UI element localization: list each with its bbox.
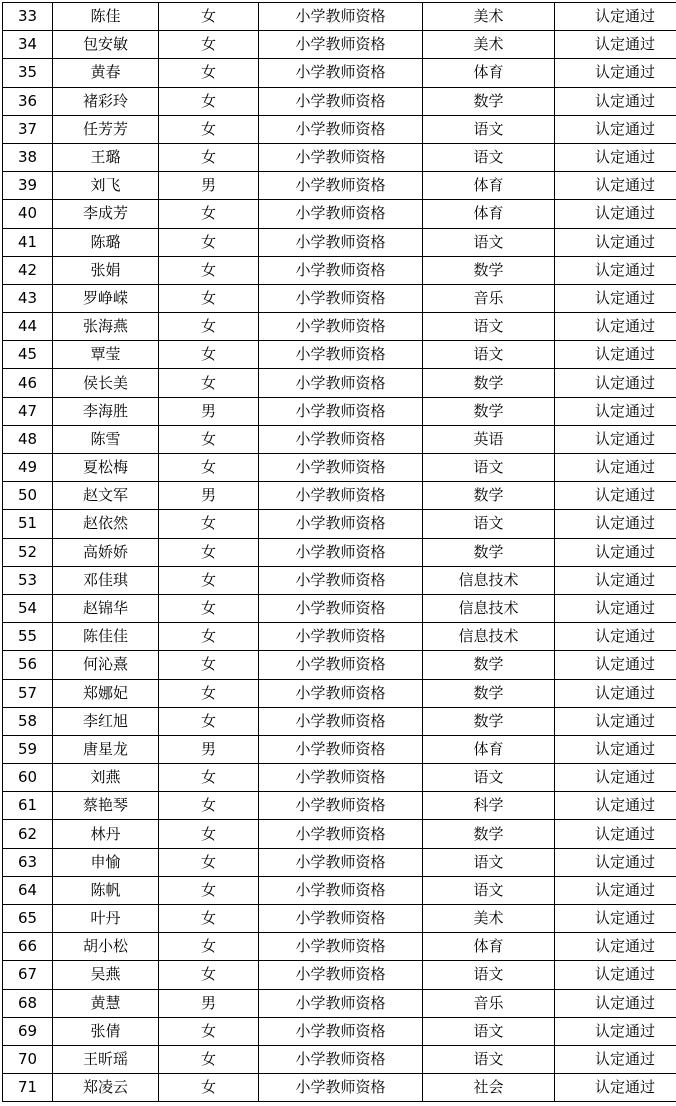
- row-number-cell: 55: [3, 623, 53, 651]
- gender-cell: 女: [159, 200, 259, 228]
- table-row: [3, 1017, 676, 1045]
- qualification-cell: 小学教师资格: [259, 341, 423, 369]
- gender-cell: 男: [159, 172, 259, 200]
- subject-cell: 语文: [423, 115, 555, 143]
- name-cell: 刘飞: [53, 172, 159, 200]
- gender-cell: 女: [159, 256, 259, 284]
- subject-cell: 数学: [423, 397, 555, 425]
- subject-cell: 体育: [423, 59, 555, 87]
- row-number-cell: 62: [3, 820, 53, 848]
- qualification-cell: 小学教师资格: [259, 679, 423, 707]
- qualification-cell: 小学教师资格: [259, 397, 423, 425]
- name-cell: 郑凌云: [53, 1074, 159, 1102]
- table-row: [3, 341, 676, 369]
- row-number-cell: 33: [3, 3, 53, 31]
- qualification-cell: 小学教师资格: [259, 707, 423, 735]
- name-cell: 陈佳: [53, 3, 159, 31]
- name-cell: 黄慧: [53, 989, 159, 1017]
- subject-cell: 美术: [423, 905, 555, 933]
- table-row: [3, 764, 676, 792]
- gender-cell: 女: [159, 764, 259, 792]
- name-cell: 陈帆: [53, 876, 159, 904]
- subject-cell: 数学: [423, 820, 555, 848]
- qualification-cell: 小学教师资格: [259, 651, 423, 679]
- table-row: [3, 228, 676, 256]
- qualification-cell: 小学教师资格: [259, 933, 423, 961]
- subject-cell: 语文: [423, 228, 555, 256]
- gender-cell: 女: [159, 115, 259, 143]
- result-cell: 认定通过: [555, 31, 676, 59]
- result-cell: 认定通过: [555, 1074, 676, 1102]
- result-cell: 认定通过: [555, 566, 676, 594]
- table-row: [3, 369, 676, 397]
- subject-cell: 信息技术: [423, 594, 555, 622]
- gender-cell: 女: [159, 369, 259, 397]
- table-row: [3, 989, 676, 1017]
- gender-cell: 女: [159, 1017, 259, 1045]
- row-number-cell: 51: [3, 510, 53, 538]
- qualification-cell: 小学教师资格: [259, 115, 423, 143]
- result-cell: 认定通过: [555, 961, 676, 989]
- name-cell: 唐星龙: [53, 735, 159, 763]
- name-cell: 王昕瑶: [53, 1045, 159, 1073]
- gender-cell: 女: [159, 228, 259, 256]
- result-cell: 认定通过: [555, 115, 676, 143]
- row-number-cell: 54: [3, 594, 53, 622]
- qualification-cell: 小学教师资格: [259, 59, 423, 87]
- result-cell: 认定通过: [555, 792, 676, 820]
- gender-cell: 女: [159, 961, 259, 989]
- subject-cell: 信息技术: [423, 623, 555, 651]
- gender-cell: 男: [159, 735, 259, 763]
- table-row: [3, 848, 676, 876]
- result-cell: 认定通过: [555, 848, 676, 876]
- name-cell: 何沁熹: [53, 651, 159, 679]
- table-row: [3, 256, 676, 284]
- row-number-cell: 43: [3, 284, 53, 312]
- row-number-cell: 36: [3, 87, 53, 115]
- qualification-cell: 小学教师资格: [259, 425, 423, 453]
- gender-cell: 女: [159, 313, 259, 341]
- name-cell: 张倩: [53, 1017, 159, 1045]
- subject-cell: 数学: [423, 679, 555, 707]
- result-cell: 认定通过: [555, 87, 676, 115]
- result-cell: 认定通过: [555, 172, 676, 200]
- table-row: [3, 566, 676, 594]
- subject-cell: 体育: [423, 172, 555, 200]
- subject-cell: 语文: [423, 848, 555, 876]
- qualification-cell: 小学教师资格: [259, 792, 423, 820]
- row-number-cell: 59: [3, 735, 53, 763]
- subject-cell: 音乐: [423, 989, 555, 1017]
- table-row: [3, 313, 676, 341]
- qualification-cell: 小学教师资格: [259, 510, 423, 538]
- table-row: [3, 876, 676, 904]
- row-number-cell: 50: [3, 482, 53, 510]
- name-cell: 林丹: [53, 820, 159, 848]
- subject-cell: 语文: [423, 510, 555, 538]
- gender-cell: 女: [159, 454, 259, 482]
- table-row: [3, 397, 676, 425]
- qualification-cell: 小学教师资格: [259, 876, 423, 904]
- result-cell: 认定通过: [555, 313, 676, 341]
- gender-cell: 女: [159, 425, 259, 453]
- qualification-cell: 小学教师资格: [259, 764, 423, 792]
- table-row: [3, 792, 676, 820]
- gender-cell: 女: [159, 594, 259, 622]
- qualification-cell: 小学教师资格: [259, 1074, 423, 1102]
- name-cell: 刘燕: [53, 764, 159, 792]
- result-cell: 认定通过: [555, 905, 676, 933]
- gender-cell: 女: [159, 679, 259, 707]
- name-cell: 吴燕: [53, 961, 159, 989]
- name-cell: 陈佳佳: [53, 623, 159, 651]
- gender-cell: 女: [159, 31, 259, 59]
- gender-cell: 女: [159, 651, 259, 679]
- name-cell: 任芳芳: [53, 115, 159, 143]
- name-cell: 张海燕: [53, 313, 159, 341]
- table-row: [3, 59, 676, 87]
- table-row: [3, 594, 676, 622]
- row-number-cell: 42: [3, 256, 53, 284]
- subject-cell: 语文: [423, 313, 555, 341]
- result-cell: 认定通过: [555, 397, 676, 425]
- gender-cell: 女: [159, 538, 259, 566]
- row-number-cell: 44: [3, 313, 53, 341]
- result-cell: 认定通过: [555, 341, 676, 369]
- name-cell: 胡小松: [53, 933, 159, 961]
- name-cell: 赵文军: [53, 482, 159, 510]
- subject-cell: 语文: [423, 143, 555, 171]
- qualification-cell: 小学教师资格: [259, 735, 423, 763]
- table-row: [3, 905, 676, 933]
- table-row: [3, 482, 676, 510]
- name-cell: 褚彩玲: [53, 87, 159, 115]
- subject-cell: 数学: [423, 482, 555, 510]
- qualification-cell: 小学教师资格: [259, 905, 423, 933]
- result-cell: 认定通过: [555, 1017, 676, 1045]
- name-cell: 侯长美: [53, 369, 159, 397]
- table-row: [3, 3, 676, 31]
- row-number-cell: 41: [3, 228, 53, 256]
- name-cell: 包安敏: [53, 31, 159, 59]
- result-cell: 认定通过: [555, 59, 676, 87]
- gender-cell: 男: [159, 397, 259, 425]
- row-number-cell: 38: [3, 143, 53, 171]
- qualification-cell: 小学教师资格: [259, 3, 423, 31]
- row-number-cell: 57: [3, 679, 53, 707]
- row-number-cell: 71: [3, 1074, 53, 1102]
- gender-cell: 女: [159, 59, 259, 87]
- qualification-cell: 小学教师资格: [259, 1045, 423, 1073]
- table-row: [3, 510, 676, 538]
- row-number-cell: 49: [3, 454, 53, 482]
- gender-cell: 女: [159, 933, 259, 961]
- row-number-cell: 61: [3, 792, 53, 820]
- subject-cell: 数学: [423, 707, 555, 735]
- subject-cell: 语文: [423, 1017, 555, 1045]
- qualification-cell: 小学教师资格: [259, 31, 423, 59]
- result-cell: 认定通过: [555, 228, 676, 256]
- result-cell: 认定通过: [555, 820, 676, 848]
- subject-cell: 语文: [423, 961, 555, 989]
- subject-cell: 数学: [423, 651, 555, 679]
- name-cell: 覃莹: [53, 341, 159, 369]
- result-cell: 认定通过: [555, 989, 676, 1017]
- name-cell: 陈雪: [53, 425, 159, 453]
- result-cell: 认定通过: [555, 3, 676, 31]
- row-number-cell: 70: [3, 1045, 53, 1073]
- name-cell: 陈璐: [53, 228, 159, 256]
- qualification-cell: 小学教师资格: [259, 284, 423, 312]
- table-row: [3, 651, 676, 679]
- table-row: [3, 143, 676, 171]
- row-number-cell: 39: [3, 172, 53, 200]
- qualification-cell: 小学教师资格: [259, 538, 423, 566]
- result-cell: 认定通过: [555, 143, 676, 171]
- gender-cell: 女: [159, 820, 259, 848]
- subject-cell: 美术: [423, 31, 555, 59]
- gender-cell: 女: [159, 905, 259, 933]
- qualification-cell: 小学教师资格: [259, 848, 423, 876]
- qualification-cell: 小学教师资格: [259, 369, 423, 397]
- row-number-cell: 46: [3, 369, 53, 397]
- subject-cell: 体育: [423, 200, 555, 228]
- name-cell: 李红旭: [53, 707, 159, 735]
- subject-cell: 数学: [423, 369, 555, 397]
- table-row: [3, 425, 676, 453]
- result-cell: 认定通过: [555, 764, 676, 792]
- table-row: [3, 172, 676, 200]
- result-cell: 认定通过: [555, 454, 676, 482]
- row-number-cell: 53: [3, 566, 53, 594]
- result-cell: 认定通过: [555, 538, 676, 566]
- name-cell: 张娟: [53, 256, 159, 284]
- row-number-cell: 48: [3, 425, 53, 453]
- qualification-cell: 小学教师资格: [259, 961, 423, 989]
- result-cell: 认定通过: [555, 876, 676, 904]
- name-cell: 郑娜妃: [53, 679, 159, 707]
- row-number-cell: 35: [3, 59, 53, 87]
- qualification-cell: 小学教师资格: [259, 566, 423, 594]
- subject-cell: 体育: [423, 735, 555, 763]
- result-cell: 认定通过: [555, 200, 676, 228]
- gender-cell: 女: [159, 1074, 259, 1102]
- row-number-cell: 45: [3, 341, 53, 369]
- result-cell: 认定通过: [555, 510, 676, 538]
- gender-cell: 女: [159, 341, 259, 369]
- name-cell: 赵锦华: [53, 594, 159, 622]
- qualification-cell: 小学教师资格: [259, 256, 423, 284]
- result-cell: 认定通过: [555, 284, 676, 312]
- row-number-cell: 63: [3, 848, 53, 876]
- row-number-cell: 67: [3, 961, 53, 989]
- qualification-cell: 小学教师资格: [259, 1017, 423, 1045]
- table-row: [3, 31, 676, 59]
- qualification-cell: 小学教师资格: [259, 172, 423, 200]
- row-number-cell: 68: [3, 989, 53, 1017]
- result-cell: 认定通过: [555, 933, 676, 961]
- row-number-cell: 66: [3, 933, 53, 961]
- table-row: [3, 735, 676, 763]
- table-row: [3, 538, 676, 566]
- name-cell: 王璐: [53, 143, 159, 171]
- subject-cell: 语文: [423, 341, 555, 369]
- name-cell: 夏松梅: [53, 454, 159, 482]
- gender-cell: 女: [159, 876, 259, 904]
- gender-cell: 女: [159, 3, 259, 31]
- result-cell: 认定通过: [555, 679, 676, 707]
- result-cell: 认定通过: [555, 482, 676, 510]
- result-cell: 认定通过: [555, 369, 676, 397]
- name-cell: 邓佳琪: [53, 566, 159, 594]
- qualification-cell: 小学教师资格: [259, 594, 423, 622]
- table-body: [3, 3, 676, 1102]
- result-cell: 认定通过: [555, 1045, 676, 1073]
- subject-cell: 语文: [423, 876, 555, 904]
- table-row: [3, 115, 676, 143]
- row-number-cell: 60: [3, 764, 53, 792]
- row-number-cell: 64: [3, 876, 53, 904]
- table-row: [3, 87, 676, 115]
- gender-cell: 女: [159, 566, 259, 594]
- row-number-cell: 47: [3, 397, 53, 425]
- subject-cell: 语文: [423, 1045, 555, 1073]
- subject-cell: 社会: [423, 1074, 555, 1102]
- subject-cell: 音乐: [423, 284, 555, 312]
- result-cell: 认定通过: [555, 707, 676, 735]
- row-number-cell: 58: [3, 707, 53, 735]
- name-cell: 罗峥嵘: [53, 284, 159, 312]
- gender-cell: 女: [159, 143, 259, 171]
- row-number-cell: 69: [3, 1017, 53, 1045]
- result-cell: 认定通过: [555, 594, 676, 622]
- subject-cell: 数学: [423, 256, 555, 284]
- qualification-cell: 小学教师资格: [259, 989, 423, 1017]
- name-cell: 李海胜: [53, 397, 159, 425]
- row-number-cell: 56: [3, 651, 53, 679]
- table-row: [3, 933, 676, 961]
- row-number-cell: 37: [3, 115, 53, 143]
- table-row: [3, 284, 676, 312]
- gender-cell: 女: [159, 848, 259, 876]
- subject-cell: 语文: [423, 454, 555, 482]
- qualification-cell: 小学教师资格: [259, 482, 423, 510]
- result-cell: 认定通过: [555, 256, 676, 284]
- gender-cell: 女: [159, 707, 259, 735]
- gender-cell: 女: [159, 87, 259, 115]
- subject-cell: 数学: [423, 87, 555, 115]
- name-cell: 高娇娇: [53, 538, 159, 566]
- name-cell: 黄春: [53, 59, 159, 87]
- table-row: [3, 623, 676, 651]
- table-row: [3, 200, 676, 228]
- gender-cell: 男: [159, 482, 259, 510]
- certification-table: [2, 2, 676, 1102]
- subject-cell: 数学: [423, 538, 555, 566]
- qualification-cell: 小学教师资格: [259, 313, 423, 341]
- table-row: [3, 707, 676, 735]
- table-row: [3, 454, 676, 482]
- name-cell: 申愉: [53, 848, 159, 876]
- subject-cell: 英语: [423, 425, 555, 453]
- gender-cell: 女: [159, 284, 259, 312]
- name-cell: 李成芳: [53, 200, 159, 228]
- subject-cell: 科学: [423, 792, 555, 820]
- result-cell: 认定通过: [555, 425, 676, 453]
- subject-cell: 信息技术: [423, 566, 555, 594]
- table-row: [3, 679, 676, 707]
- row-number-cell: 52: [3, 538, 53, 566]
- qualification-cell: 小学教师资格: [259, 87, 423, 115]
- table-row: [3, 1074, 676, 1102]
- result-cell: 认定通过: [555, 623, 676, 651]
- row-number-cell: 65: [3, 905, 53, 933]
- row-number-cell: 34: [3, 31, 53, 59]
- qualification-cell: 小学教师资格: [259, 623, 423, 651]
- gender-cell: 女: [159, 510, 259, 538]
- row-number-cell: 40: [3, 200, 53, 228]
- name-cell: 叶丹: [53, 905, 159, 933]
- name-cell: 赵依然: [53, 510, 159, 538]
- gender-cell: 女: [159, 1045, 259, 1073]
- qualification-cell: 小学教师资格: [259, 200, 423, 228]
- table-row: [3, 961, 676, 989]
- qualification-cell: 小学教师资格: [259, 143, 423, 171]
- qualification-cell: 小学教师资格: [259, 454, 423, 482]
- gender-cell: 男: [159, 989, 259, 1017]
- subject-cell: 体育: [423, 933, 555, 961]
- result-cell: 认定通过: [555, 651, 676, 679]
- result-cell: 认定通过: [555, 735, 676, 763]
- qualification-cell: 小学教师资格: [259, 820, 423, 848]
- gender-cell: 女: [159, 623, 259, 651]
- table-row: [3, 1045, 676, 1073]
- subject-cell: 美术: [423, 3, 555, 31]
- subject-cell: 语文: [423, 764, 555, 792]
- name-cell: 蔡艳琴: [53, 792, 159, 820]
- table-row: [3, 820, 676, 848]
- gender-cell: 女: [159, 792, 259, 820]
- qualification-cell: 小学教师资格: [259, 228, 423, 256]
